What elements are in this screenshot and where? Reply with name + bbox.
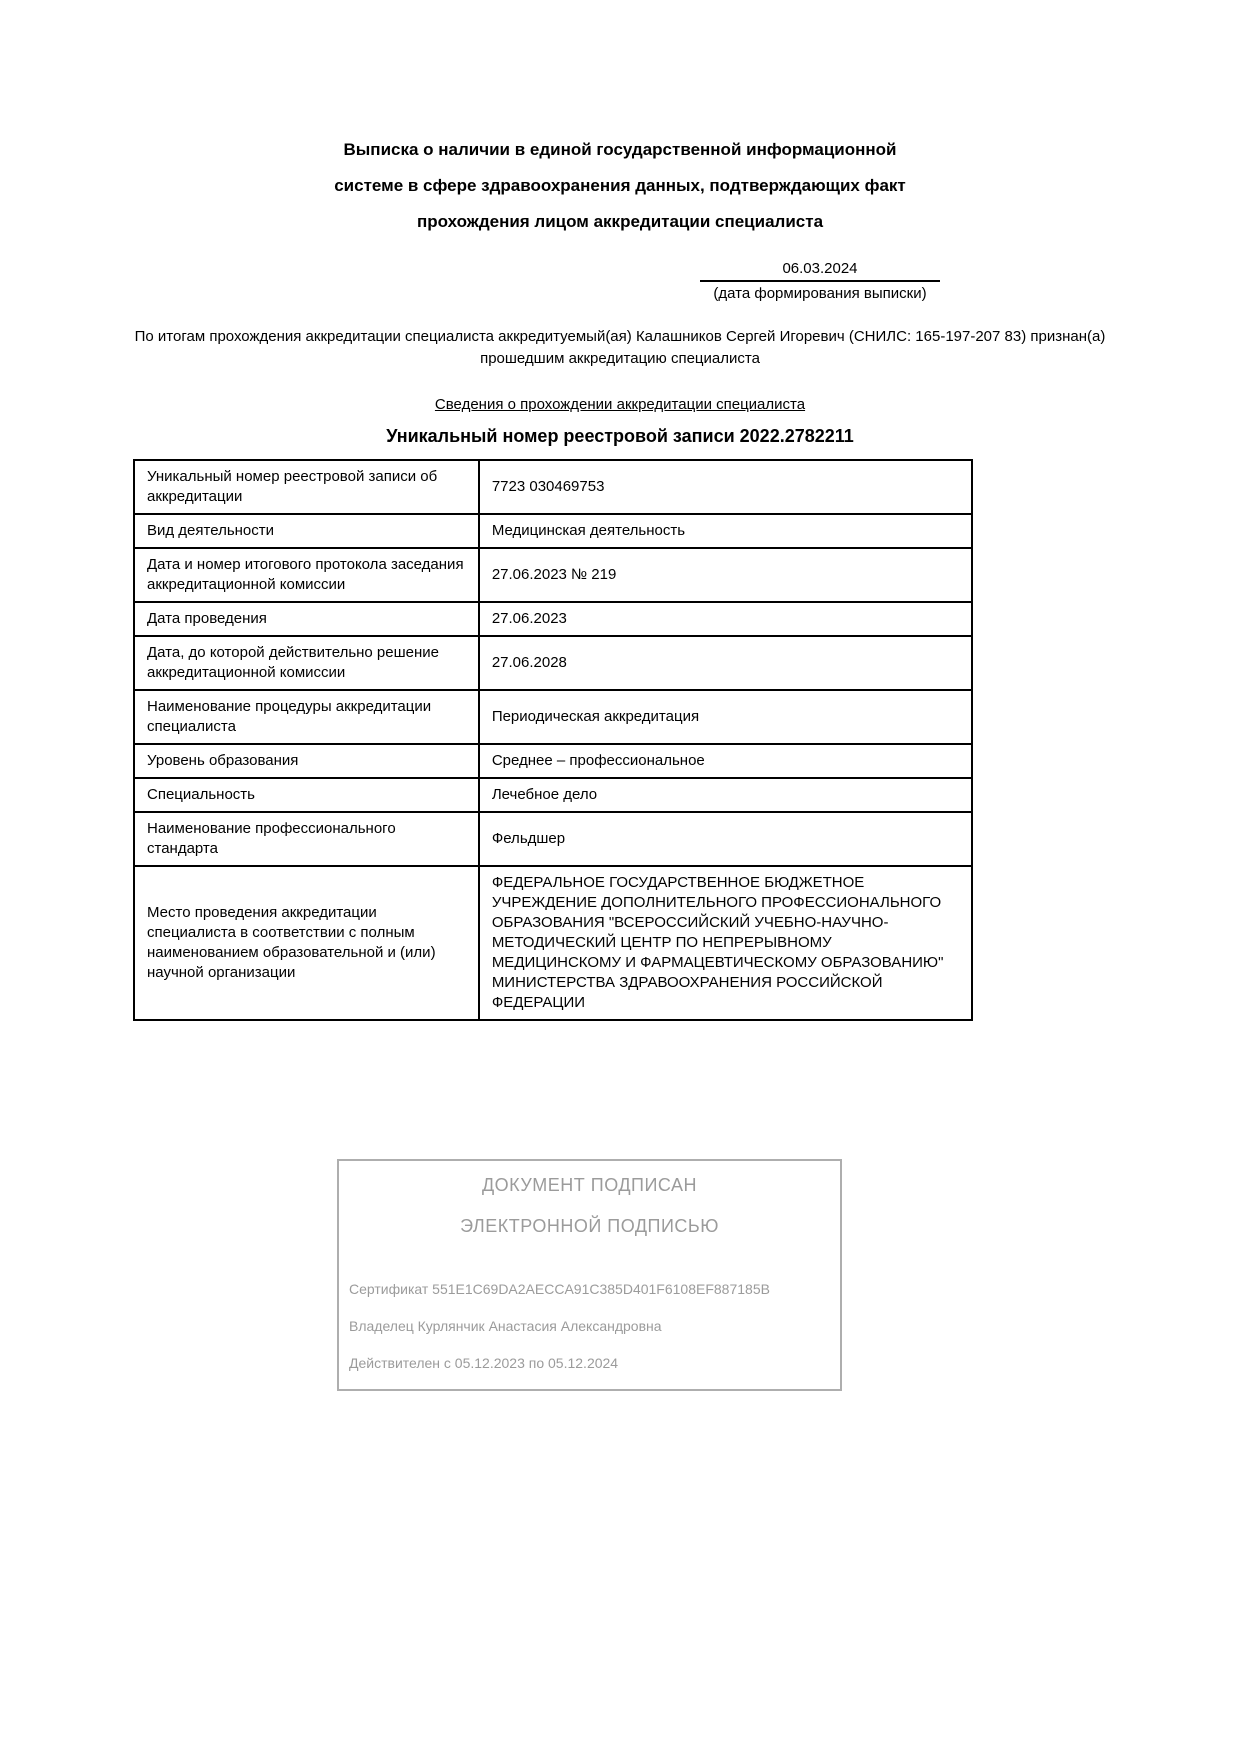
row-label: Место проведения аккредитации специалиста в соответствии с полным наименованием образовательной и (или) научной организации (134, 866, 479, 1020)
validity-line: Действителен с 05.12.2023 по 05.12.2024 (349, 1355, 619, 1371)
row-value: Фельдшер (479, 812, 972, 866)
issue-date-caption: (дата формирования выписки) (713, 285, 927, 302)
row-label: Вид деятельности (134, 514, 479, 548)
row-label: Уровень образования (134, 744, 479, 778)
table-row-protocol (134, 548, 972, 602)
page-title (0, 132, 1240, 240)
row-label: Наименование профессионального стандарта (134, 812, 479, 866)
row-label: Специальность (134, 778, 479, 812)
section-heading: Сведения о прохождении аккредитации специалиста (434, 396, 806, 413)
signature-box (337, 1159, 842, 1391)
row-label: Уникальный номер реестровой записи об аккредитации (134, 460, 479, 514)
page-title-line-3: прохождения лицом аккредитации специалиста (416, 212, 824, 231)
table-row-procedure-name (134, 690, 972, 744)
row-value: Лечебное дело (479, 778, 972, 812)
row-label: Дата проведения (134, 602, 479, 636)
table-row-specialty (134, 778, 972, 812)
issue-date: 06.03.2024 (700, 260, 940, 282)
intro-paragraph: По итогам прохождения аккредитации специалиста аккредитуемый(ая) Калашников Сергей Игоревич (СНИЛС: 165-197-207 83) признан(а) прошедшим аккредитацию специалиста (134, 328, 1106, 367)
table-row-registry-number (134, 460, 972, 514)
row-value: 27.06.2023 (479, 602, 972, 636)
row-label: Дата и номер итогового протокола заседания аккредитационной комиссии (134, 548, 479, 602)
row-value: 7723 030469753 (479, 460, 972, 514)
table-row-professional-standard (134, 812, 972, 866)
row-label: Наименование процедуры аккредитации специалиста (134, 690, 479, 744)
accreditation-table (133, 459, 973, 1021)
row-value: Периодическая аккредитация (479, 690, 972, 744)
table-row-valid-until (134, 636, 972, 690)
signature-details (349, 1281, 830, 1371)
owner-line: Владелец Курлянчик Анастасия Александровна (349, 1318, 662, 1334)
signature-title-line2: ЭЛЕКТРОННОЙ ПОДПИСЬЮ (460, 1216, 719, 1236)
row-value: 27.06.2023 № 219 (479, 548, 972, 602)
issue-date-block (700, 260, 940, 302)
signature-title-line1: ДОКУМЕНТ ПОДПИСАН (481, 1175, 698, 1195)
row-label: Дата, до которой действительно решение аккредитационной комиссии (134, 636, 479, 690)
table-row-activity-type (134, 514, 972, 548)
registry-heading: Уникальный номер реестровой записи 2022.2782211 (386, 426, 854, 446)
page-title-line-1: Выписка о наличии в единой государственной информационной (343, 140, 897, 159)
row-value: Среднее – профессиональное (479, 744, 972, 778)
row-value: 27.06.2028 (479, 636, 972, 690)
certificate-line: Сертификат 551E1C69DA2AECCA91C385D401F6108EF887185B (349, 1281, 770, 1297)
table-row-exam-date (134, 602, 972, 636)
row-value: ФЕДЕРАЛЬНОЕ ГОСУДАРСТВЕННОЕ БЮДЖЕТНОЕ УЧРЕЖДЕНИЕ ДОПОЛНИТЕЛЬНОГО ПРОФЕССИОНАЛЬНОГО ОБРАЗОВАНИЯ "ВСЕРОССИЙСКИЙ УЧЕБНО-НАУЧНО-МЕТОДИЧЕСКИЙ ЦЕНТР ПО НЕПРЕРЫВНОМУ МЕДИЦИНСКОМУ И ФАРМАЦЕВТИЧЕСКОМУ ОБРАЗОВАНИЮ" МИНИСТЕРСТВА ЗДРАВООХРАНЕНИЯ РОССИЙСКОЙ ФЕДЕРАЦИИ (479, 866, 972, 1020)
table-row-education-level (134, 744, 972, 778)
page-title-line-2: системе в сфере здравоохранения данных, подтверждающих факт (334, 176, 906, 195)
table-row-organization (134, 866, 972, 1020)
row-value: Медицинская деятельность (479, 514, 972, 548)
